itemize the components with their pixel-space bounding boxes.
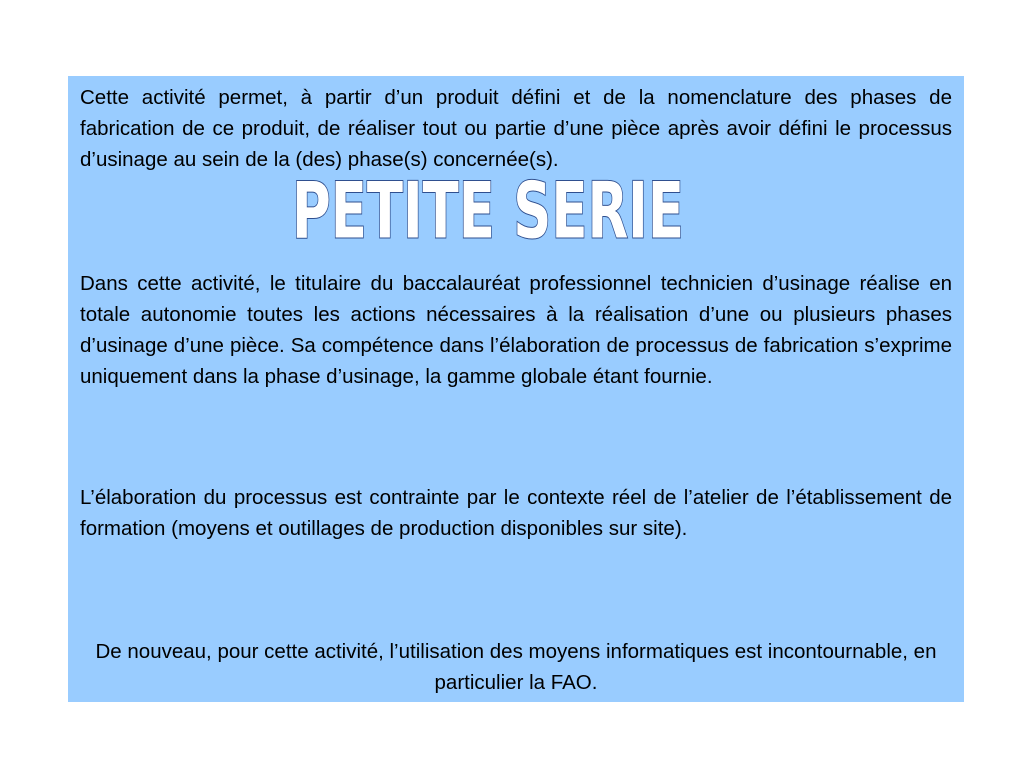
- text-box: [68, 76, 964, 702]
- petite-serie-stamp-text: PETITE SERIE: [292, 165, 684, 257]
- paragraph-1: Cette activité permet, à partir d’un produit défini et de la nomenclature des phases de fabrication de ce produit, de réaliser tout ou partie d’une pièce après avoir défini le processus d’usinage au sein de la (des) phase(s) concernée(s).: [80, 86, 952, 171]
- paragraph-2: Dans cette activité, le titulaire du baccalauréat professionnel technicien d’usinage réalise en totale autonomie toutes les actions nécessaires à la réalisation d’une ou plusieurs phases d’usinage d’une pièce. Sa compétence dans l’élaboration de processus de fabrication s’exprime uniquement dans la phase d’usinage, la gamme globale étant fournie.: [80, 272, 952, 388]
- petite-serie-stamp: [278, 165, 698, 257]
- paragraph-3: L’élaboration du processus est contrainte par le contexte réel de l’atelier de l’établissement de formation (moyens et outillages de production disponibles sur site).: [80, 486, 952, 540]
- paragraph-4: De nouveau, pour cette activité, l’utilisation des moyens informatiques est incontournable, en particulier la FAO.: [95, 640, 937, 694]
